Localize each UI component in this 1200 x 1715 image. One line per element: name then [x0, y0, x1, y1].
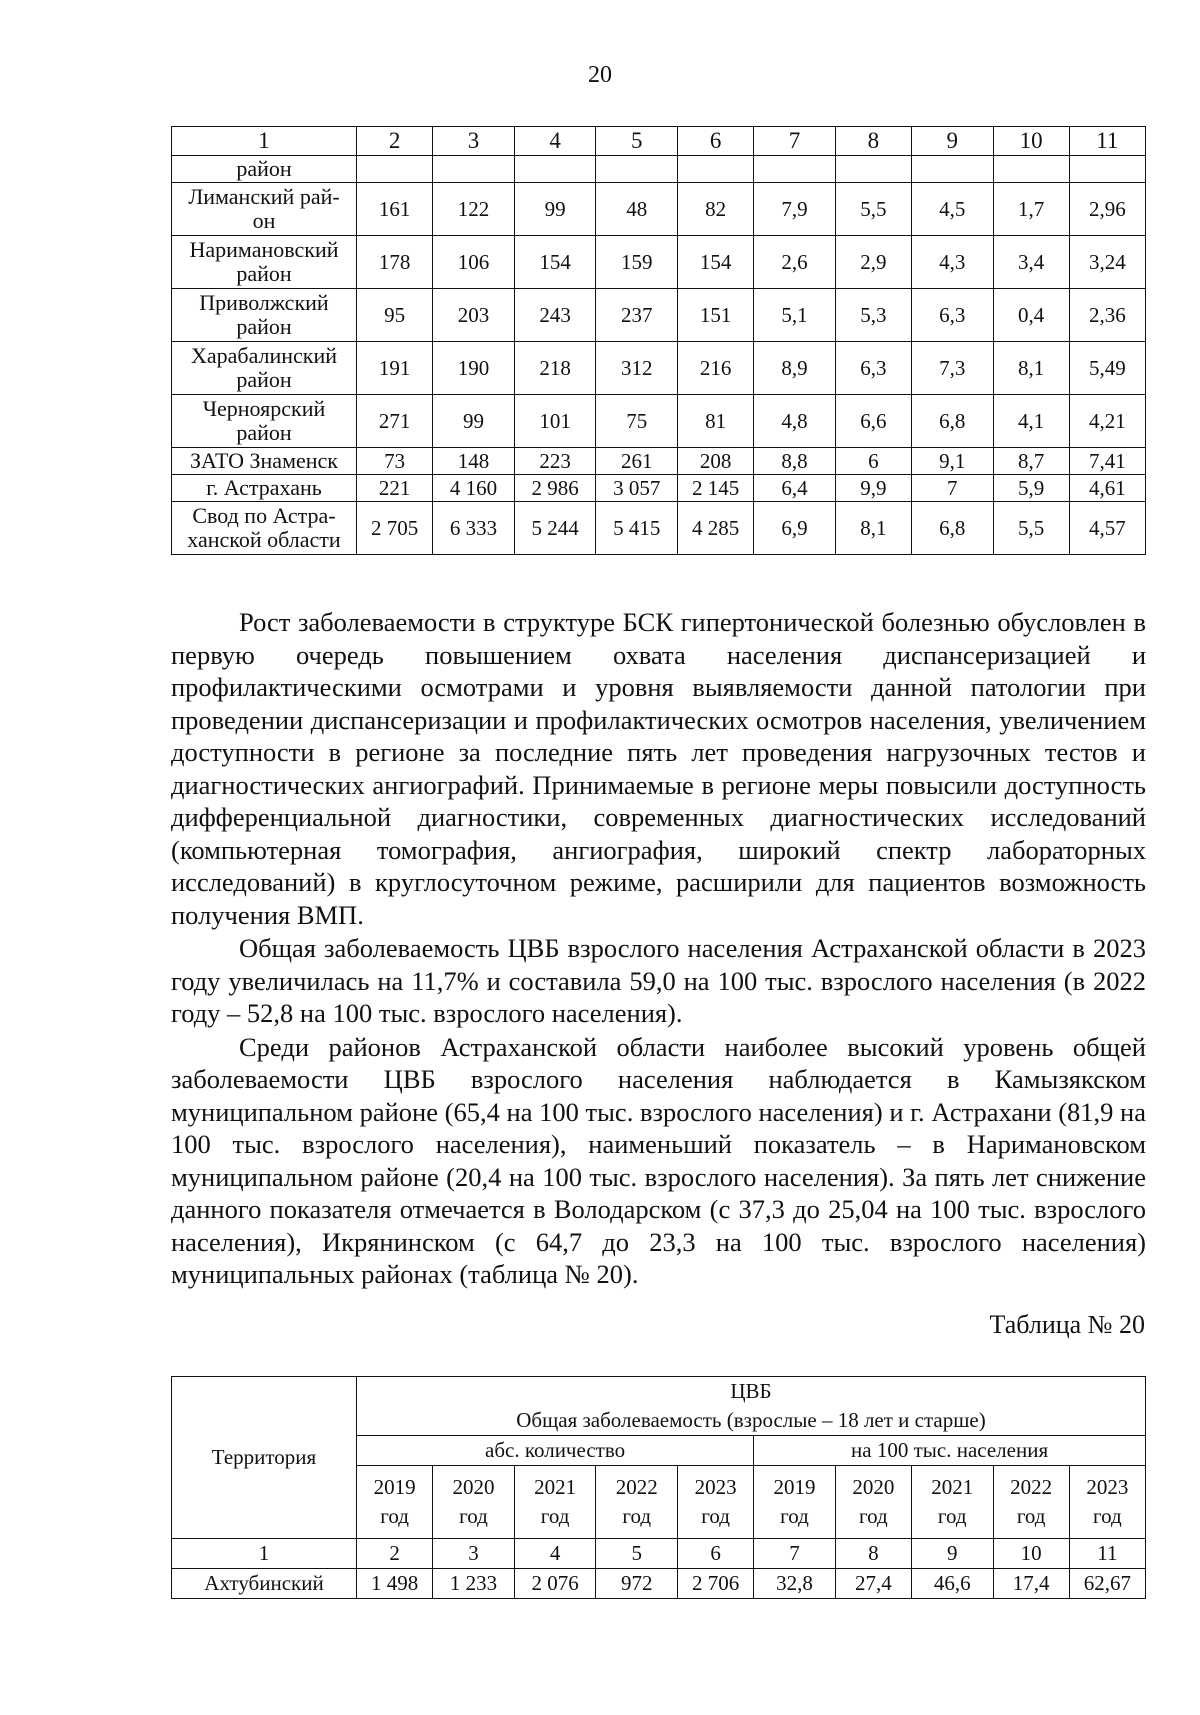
cell-value: 3 057	[596, 475, 678, 502]
cell-value: 8,7	[993, 448, 1069, 475]
body-text	[171, 606, 1146, 1292]
cell-value: 75	[596, 395, 678, 448]
column-number: 8	[835, 127, 911, 156]
column-number: 1	[172, 1539, 357, 1569]
cell-value: 122	[433, 183, 515, 236]
column-number: 8	[835, 1539, 911, 1569]
cell-value: 7,9	[754, 183, 836, 236]
cell-value: 2 706	[678, 1569, 754, 1599]
column-number: 9	[911, 1539, 993, 1569]
table-row	[172, 342, 1146, 395]
cell-value: 5,5	[835, 183, 911, 236]
empty-cell	[514, 156, 596, 183]
cell-value: 151	[678, 289, 754, 342]
column-number: 11	[1069, 127, 1145, 156]
column-number: 1	[172, 127, 357, 156]
table-row	[172, 475, 1146, 502]
table-row	[172, 395, 1146, 448]
cell-value: 216	[678, 342, 754, 395]
per100k-header: на 100 тыс. населения	[754, 1436, 1146, 1466]
cell-value: 95	[357, 289, 433, 342]
table-row	[172, 502, 1146, 555]
column-number: 11	[1069, 1539, 1145, 1569]
row-label: Ахтубинский	[172, 1569, 357, 1599]
row-label: ЗАТО Знаменск	[172, 448, 357, 475]
cell-value: 8,9	[754, 342, 836, 395]
cell-value: 0,4	[993, 289, 1069, 342]
cell-value: 271	[357, 395, 433, 448]
table-caption: Таблица № 20	[989, 1310, 1145, 1339]
column-number: 10	[993, 127, 1069, 156]
cell-value: 223	[514, 448, 596, 475]
cell-value: 4,57	[1069, 502, 1145, 555]
cell-value: 261	[596, 448, 678, 475]
column-number: 7	[754, 127, 836, 156]
cell-value: 6 333	[433, 502, 515, 555]
paragraph: Общая заболеваемость ЦВБ взрослого населения Астраханской области в 2023 году увеличилась на 11,7% и составила 59,0 на 100 тыс. взрослого населения (в 2022 году – 52,8 на 100 тыс. взрослого населения).	[171, 933, 1146, 1028]
table-row	[172, 183, 1146, 236]
cell-value: 99	[514, 183, 596, 236]
column-number: 5	[596, 127, 678, 156]
cell-value: 62,67	[1069, 1569, 1145, 1599]
row-label: Лиманский рай- он	[172, 183, 357, 236]
header-row	[172, 1377, 1146, 1436]
table-19-continuation	[171, 126, 1146, 555]
table-20	[171, 1376, 1146, 1599]
year-header: 2020 год	[835, 1466, 911, 1539]
year-header: 2021 год	[911, 1466, 993, 1539]
cell-value: 161	[357, 183, 433, 236]
table-row	[172, 448, 1146, 475]
empty-cell	[678, 156, 754, 183]
cell-value: 4,1	[993, 395, 1069, 448]
cell-value: 6,9	[754, 502, 836, 555]
cell-value: 159	[596, 236, 678, 289]
cell-value: 9,1	[911, 448, 993, 475]
cell-value: 2,36	[1069, 289, 1145, 342]
year-header: 2021 год	[514, 1466, 596, 1539]
cell-value: 5,1	[754, 289, 836, 342]
row-label: г. Астрахань	[172, 475, 357, 502]
cell-value: 6	[835, 448, 911, 475]
cell-value: 9,9	[835, 475, 911, 502]
row-label: Харабалинский район	[172, 342, 357, 395]
column-number: 6	[678, 127, 754, 156]
cell-value: 3,24	[1069, 236, 1145, 289]
cell-value: 106	[433, 236, 515, 289]
column-number-row	[172, 1539, 1146, 1569]
row-label: район	[172, 156, 357, 183]
row-label: Наримановский район	[172, 236, 357, 289]
cell-value: 6,3	[835, 342, 911, 395]
cell-value: 2 986	[514, 475, 596, 502]
cell-value: 4,5	[911, 183, 993, 236]
page-number: 20	[588, 62, 612, 88]
column-number: 7	[754, 1539, 836, 1569]
cell-value: 5 244	[514, 502, 596, 555]
cell-value: 191	[357, 342, 433, 395]
cell-value: 2,9	[835, 236, 911, 289]
row-label: Свод по Астра- ханской области	[172, 502, 357, 555]
cell-value: 1 498	[357, 1569, 433, 1599]
year-header: 2023 год	[1069, 1466, 1145, 1539]
empty-cell	[1069, 156, 1145, 183]
cell-value: 81	[678, 395, 754, 448]
cell-value: 5 415	[596, 502, 678, 555]
year-header: 2023 год	[678, 1466, 754, 1539]
cell-value: 3,4	[993, 236, 1069, 289]
cell-value: 99	[433, 395, 515, 448]
cell-value: 5,49	[1069, 342, 1145, 395]
cell-value: 4 285	[678, 502, 754, 555]
paragraph: Среди районов Астраханской области наиболее высокий уровень общей заболеваемости ЦВБ взрослого населения наблюдается в Камызякском муниципальном районе (65,4 на 100 тыс. взрослого населения) и г. Астрахани (81,9 на 100 тыс. взрослого населения), наименьший показатель – в Наримановском муниципальном районе (20,4 на 100 тыс. взрослого населения). За пять лет снижение данного показателя отмечается в Володарском (с 37,3 до 25,04 на 100 тыс. взрослого населения), Икрянинском (с 64,7 до 23,3 на 100 тыс. взрослого населения) муниципальных районах (таблица № 20).	[171, 1031, 1146, 1289]
cell-value: 972	[596, 1569, 678, 1599]
cell-value: 8,1	[993, 342, 1069, 395]
cell-value: 2,96	[1069, 183, 1145, 236]
abs-header: абс. количество	[357, 1436, 754, 1466]
column-number: 2	[357, 127, 433, 156]
cell-value: 6,4	[754, 475, 836, 502]
year-header: 2022 год	[596, 1466, 678, 1539]
column-number: 3	[433, 1539, 515, 1569]
column-number: 5	[596, 1539, 678, 1569]
cell-value: 6,6	[835, 395, 911, 448]
paragraph: Рост заболеваемости в структуре БСК гипертонической болезнью обусловлен в первую очередь повышением охвата населения диспансеризацией и профилактическими осмотрами и уровня выявляемости данной патологии при проведении диспансеризации и профилактических осмотров населения, увеличением доступности в регионе за последние пять лет проведения нагрузочных тестов и диагностических ангиографий. Принимаемые в регионе меры повысили доступность дифференциальной диагностики, современных диагностических исследований (компьютерная томография, ангиография, широкий спектр лабораторных исследований) в круглосуточном режиме, расширили для пациентов возможность получения ВМП.	[171, 607, 1146, 930]
cell-value: 4,8	[754, 395, 836, 448]
cell-value: 7,41	[1069, 448, 1145, 475]
column-number: 2	[357, 1539, 433, 1569]
cell-value: 17,4	[993, 1569, 1069, 1599]
empty-cell	[993, 156, 1069, 183]
cell-value: 4,61	[1069, 475, 1145, 502]
cell-value: 218	[514, 342, 596, 395]
cell-value: 1,7	[993, 183, 1069, 236]
cell-value: 243	[514, 289, 596, 342]
empty-cell	[835, 156, 911, 183]
column-number: 6	[678, 1539, 754, 1569]
cell-value: 6,3	[911, 289, 993, 342]
row-label: Черноярский район	[172, 395, 357, 448]
cell-value: 4 160	[433, 475, 515, 502]
cell-value: 203	[433, 289, 515, 342]
column-number: 4	[514, 1539, 596, 1569]
cell-value: 48	[596, 183, 678, 236]
cell-value: 2 076	[514, 1569, 596, 1599]
cell-value: 5,3	[835, 289, 911, 342]
empty-cell	[433, 156, 515, 183]
cell-value: 6,8	[911, 395, 993, 448]
empty-cell	[357, 156, 433, 183]
cell-value: 190	[433, 342, 515, 395]
row-label: Приволжский район	[172, 289, 357, 342]
cell-value: 1 233	[433, 1569, 515, 1599]
cell-value: 154	[514, 236, 596, 289]
continuation-row	[172, 156, 1146, 183]
cell-value: 73	[357, 448, 433, 475]
cell-value: 2 145	[678, 475, 754, 502]
cell-value: 2,6	[754, 236, 836, 289]
cell-value: 237	[596, 289, 678, 342]
cell-value: 8,1	[835, 502, 911, 555]
year-header: 2020 год	[433, 1466, 515, 1539]
cell-value: 154	[678, 236, 754, 289]
cell-value: 4,3	[911, 236, 993, 289]
cell-value: 82	[678, 183, 754, 236]
group-header: ЦВБ Общая заболеваемость (взрослые – 18 лет и старше)	[357, 1377, 1146, 1436]
column-number-row	[172, 127, 1146, 156]
cell-value: 312	[596, 342, 678, 395]
cell-value: 7	[911, 475, 993, 502]
territory-header: Территория	[172, 1377, 357, 1539]
cell-value: 6,8	[911, 502, 993, 555]
empty-cell	[754, 156, 836, 183]
column-number: 3	[433, 127, 515, 156]
column-number: 9	[911, 127, 993, 156]
cell-value: 4,21	[1069, 395, 1145, 448]
cell-value: 5,5	[993, 502, 1069, 555]
year-header: 2022 год	[993, 1466, 1069, 1539]
column-number: 10	[993, 1539, 1069, 1569]
cell-value: 221	[357, 475, 433, 502]
cell-value: 27,4	[835, 1569, 911, 1599]
table-row	[172, 1569, 1146, 1599]
cell-value: 208	[678, 448, 754, 475]
cell-value: 32,8	[754, 1569, 836, 1599]
cell-value: 5,9	[993, 475, 1069, 502]
cell-value: 148	[433, 448, 515, 475]
empty-cell	[911, 156, 993, 183]
table-row	[172, 289, 1146, 342]
cell-value: 8,8	[754, 448, 836, 475]
table-row	[172, 236, 1146, 289]
year-header: 2019 год	[357, 1466, 433, 1539]
cell-value: 2 705	[357, 502, 433, 555]
cell-value: 46,6	[911, 1569, 993, 1599]
cell-value: 101	[514, 395, 596, 448]
cell-value: 7,3	[911, 342, 993, 395]
empty-cell	[596, 156, 678, 183]
column-number: 4	[514, 127, 596, 156]
year-header: 2019 год	[754, 1466, 836, 1539]
cell-value: 178	[357, 236, 433, 289]
